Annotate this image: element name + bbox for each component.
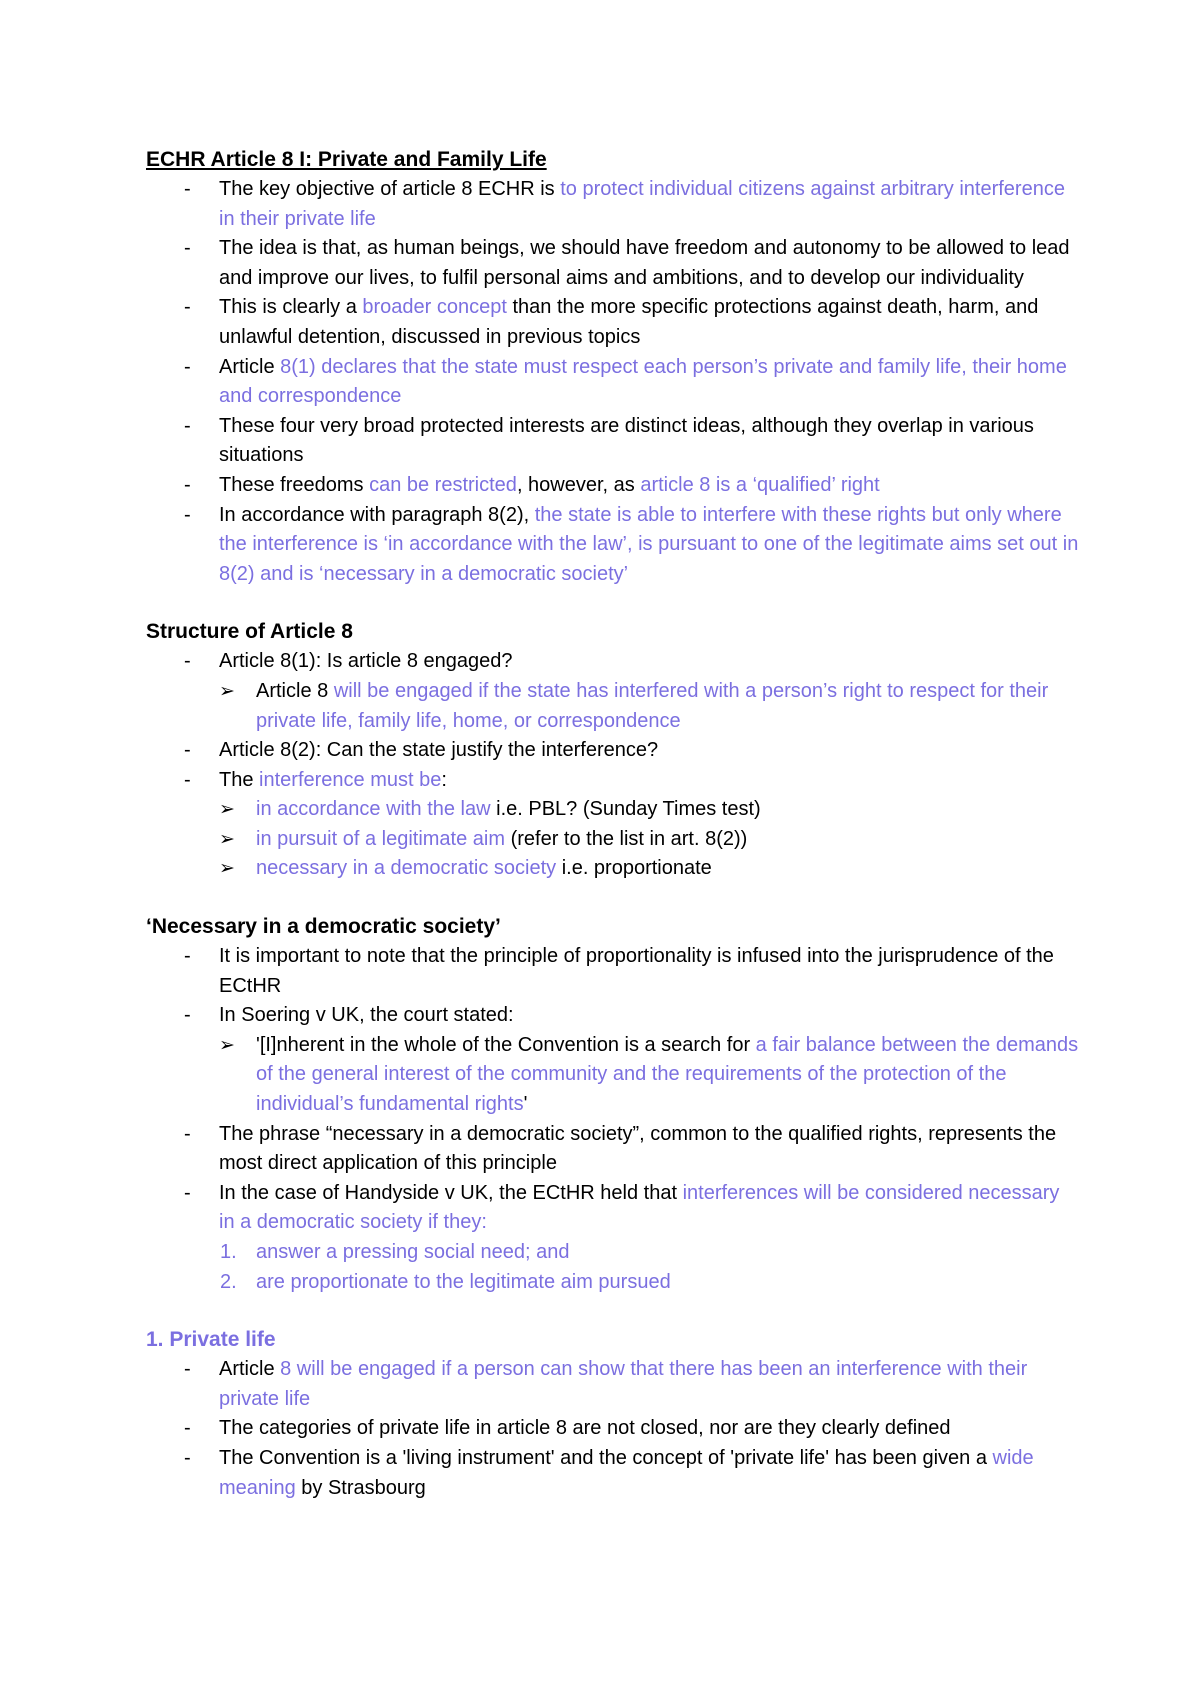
list-item xyxy=(146,647,1080,677)
arrow-bullet-icon: ➢ xyxy=(219,1034,235,1056)
dash-bullet-icon: - xyxy=(184,296,191,319)
highlight-text: wide meaning xyxy=(219,1446,1034,1499)
dash-bullet-icon: - xyxy=(184,473,191,496)
sub-list-item xyxy=(146,854,1080,884)
section-structure xyxy=(146,617,1080,884)
dash-bullet-icon: - xyxy=(184,237,191,260)
text: , however, as xyxy=(516,473,641,496)
highlight-text: article 8 is a ‘qualified’ right xyxy=(640,473,880,496)
text: Article xyxy=(219,355,281,378)
list-item xyxy=(146,1120,1080,1179)
number-marker: 2. xyxy=(220,1270,237,1293)
text: The Convention is a 'living instrument' and the concept of 'private life' has been given a xyxy=(219,1446,993,1469)
text: Article 8 xyxy=(256,679,334,702)
text: It is important to note that the principle of proportionality is infused into the jurisprudence of the ECtHR xyxy=(219,945,1054,997)
dash-bullet-icon: - xyxy=(184,178,191,200)
section-heading: ‘Necessary in a democratic society’ xyxy=(146,915,501,939)
text: ' xyxy=(523,1093,528,1116)
section-heading: Structure of Article 8 xyxy=(146,620,353,644)
text: The phrase “necessary in a democratic society”, common to the qualified rights, represents the most direct application of this principle xyxy=(219,1122,1057,1175)
number-marker: 1. xyxy=(220,1241,237,1263)
highlight-text: in accordance with the law xyxy=(256,798,491,821)
highlight-text: interference must be xyxy=(259,768,442,791)
list-item xyxy=(146,471,1080,501)
section-article-8-intro xyxy=(146,145,1080,589)
text: than the more specific protections against death, harm, and unlawful detention, discussed in previous topics xyxy=(219,296,1039,348)
dash-bullet-icon: - xyxy=(184,1122,191,1145)
dash-bullet-icon: - xyxy=(184,1358,191,1381)
list-item xyxy=(146,736,1080,766)
numbered-item xyxy=(146,1268,1080,1298)
text: The xyxy=(219,768,260,791)
bullet-list xyxy=(146,647,1080,884)
sub-list-item xyxy=(146,677,1080,736)
text: In the case of Handyside v UK, the ECtHR held that xyxy=(219,1181,683,1204)
text: i.e. proportionate xyxy=(556,857,712,880)
highlight-text: to protect individual citizens against arbitrary interference in their private life xyxy=(219,178,1065,230)
list-item xyxy=(146,175,1080,234)
highlight-text: will be engaged if the state has interfered with a person’s right to respect for their private life, family life, home, or correspondence xyxy=(256,679,1049,732)
dash-bullet-icon: - xyxy=(184,768,191,791)
list-item xyxy=(146,1179,1080,1238)
highlight-text: broader concept xyxy=(362,296,507,319)
highlight-text: a fair balance between the demands of the general interest of the community and the requirements of the protection of the individual’s fundamental rights xyxy=(256,1033,1079,1116)
numbered-item xyxy=(146,1238,1080,1268)
text: i.e. PBL? (Sunday Times test) xyxy=(490,798,761,821)
highlight-text: can be restricted xyxy=(369,473,517,496)
section-heading: ECHR Article 8 I: Private and Family Life xyxy=(146,148,547,171)
text: The key objective of article 8 ECHR is xyxy=(219,178,561,200)
text: answer a pressing social need; and xyxy=(256,1241,570,1263)
sub-list-item xyxy=(146,795,1080,825)
highlight-text: the state is able to interfere with these rights but only where the interference is ‘in accordance with the law’, is pursuant to one of the legitimate aims set out in 8(2) and is ‘necessary in a democratic society’ xyxy=(219,503,1079,585)
highlight-text: in pursuit of a legitimate aim xyxy=(256,827,506,850)
text: : xyxy=(441,768,447,791)
text: Article 8(1): Is article 8 engaged? xyxy=(219,650,513,673)
highlight-text: 8 will be engaged if a person can show that there has been an interference with their private life xyxy=(219,1358,1028,1410)
section-private-life xyxy=(146,1325,1080,1503)
highlight-text: necessary in a democratic society xyxy=(256,857,557,880)
arrow-bullet-icon: ➢ xyxy=(219,858,235,880)
dash-bullet-icon: - xyxy=(184,503,191,526)
arrow-bullet-icon: ➢ xyxy=(219,799,235,821)
highlight-text: 8(1) declares that the state must respect each person’s private and family life, their home and correspondence xyxy=(219,355,1067,408)
list-item xyxy=(146,293,1080,352)
dash-bullet-icon: - xyxy=(184,945,191,968)
text: These four very broad protected interests are distinct ideas, although they overlap in various situations xyxy=(219,414,1034,467)
dash-bullet-icon: - xyxy=(184,1446,191,1469)
sub-list-item xyxy=(146,1031,1080,1120)
list-item xyxy=(146,412,1080,471)
text: by Strasbourg xyxy=(295,1476,426,1499)
dash-bullet-icon: - xyxy=(184,739,191,762)
bullet-list xyxy=(146,175,1080,589)
list-item xyxy=(146,1001,1080,1031)
bullet-list xyxy=(146,1355,1080,1503)
list-item xyxy=(146,234,1080,293)
dash-bullet-icon: - xyxy=(184,355,191,378)
text: These freedoms xyxy=(219,473,370,496)
dash-bullet-icon: - xyxy=(184,414,191,437)
dash-bullet-icon: - xyxy=(184,650,191,673)
section-necessary-democratic-society xyxy=(146,912,1080,1297)
text: In Soering v UK, the court stated: xyxy=(219,1004,514,1027)
arrow-bullet-icon: ➢ xyxy=(219,828,235,850)
text: The categories of private life in article 8 are not closed, nor are they clearly defined xyxy=(219,1417,951,1440)
list-item xyxy=(146,353,1080,412)
text: (refer to the list in art. 8(2)) xyxy=(505,827,748,850)
arrow-bullet-icon: ➢ xyxy=(219,680,235,702)
text: This is clearly a xyxy=(219,296,363,319)
text: Article 8(2): Can the state justify the interference? xyxy=(219,739,659,762)
text: are proportionate to the legitimate aim pursued xyxy=(256,1270,671,1293)
list-item xyxy=(146,1414,1080,1444)
text: Article xyxy=(219,1358,281,1381)
list-item xyxy=(146,1355,1080,1414)
text: In accordance with paragraph 8(2), xyxy=(219,503,535,526)
list-item xyxy=(146,766,1080,796)
section-heading: 1. Private life xyxy=(146,1328,276,1352)
list-item xyxy=(146,501,1080,590)
list-item xyxy=(146,942,1080,1001)
dash-bullet-icon: - xyxy=(184,1004,191,1027)
dash-bullet-icon: - xyxy=(184,1417,191,1440)
highlight-text: interferences will be considered necessary in a democratic society if they: xyxy=(219,1181,1060,1234)
text: The idea is that, as human beings, we should have freedom and autonomy to be allowed to lead and improve our lives, to fulfil personal aims and ambitions, and to develop our individuality xyxy=(219,237,1070,289)
list-item xyxy=(146,1444,1080,1503)
bullet-list xyxy=(146,942,1080,1297)
dash-bullet-icon: - xyxy=(184,1181,191,1204)
text: '[I]nherent in the whole of the Convention is a search for xyxy=(256,1033,756,1056)
sub-list-item xyxy=(146,825,1080,855)
